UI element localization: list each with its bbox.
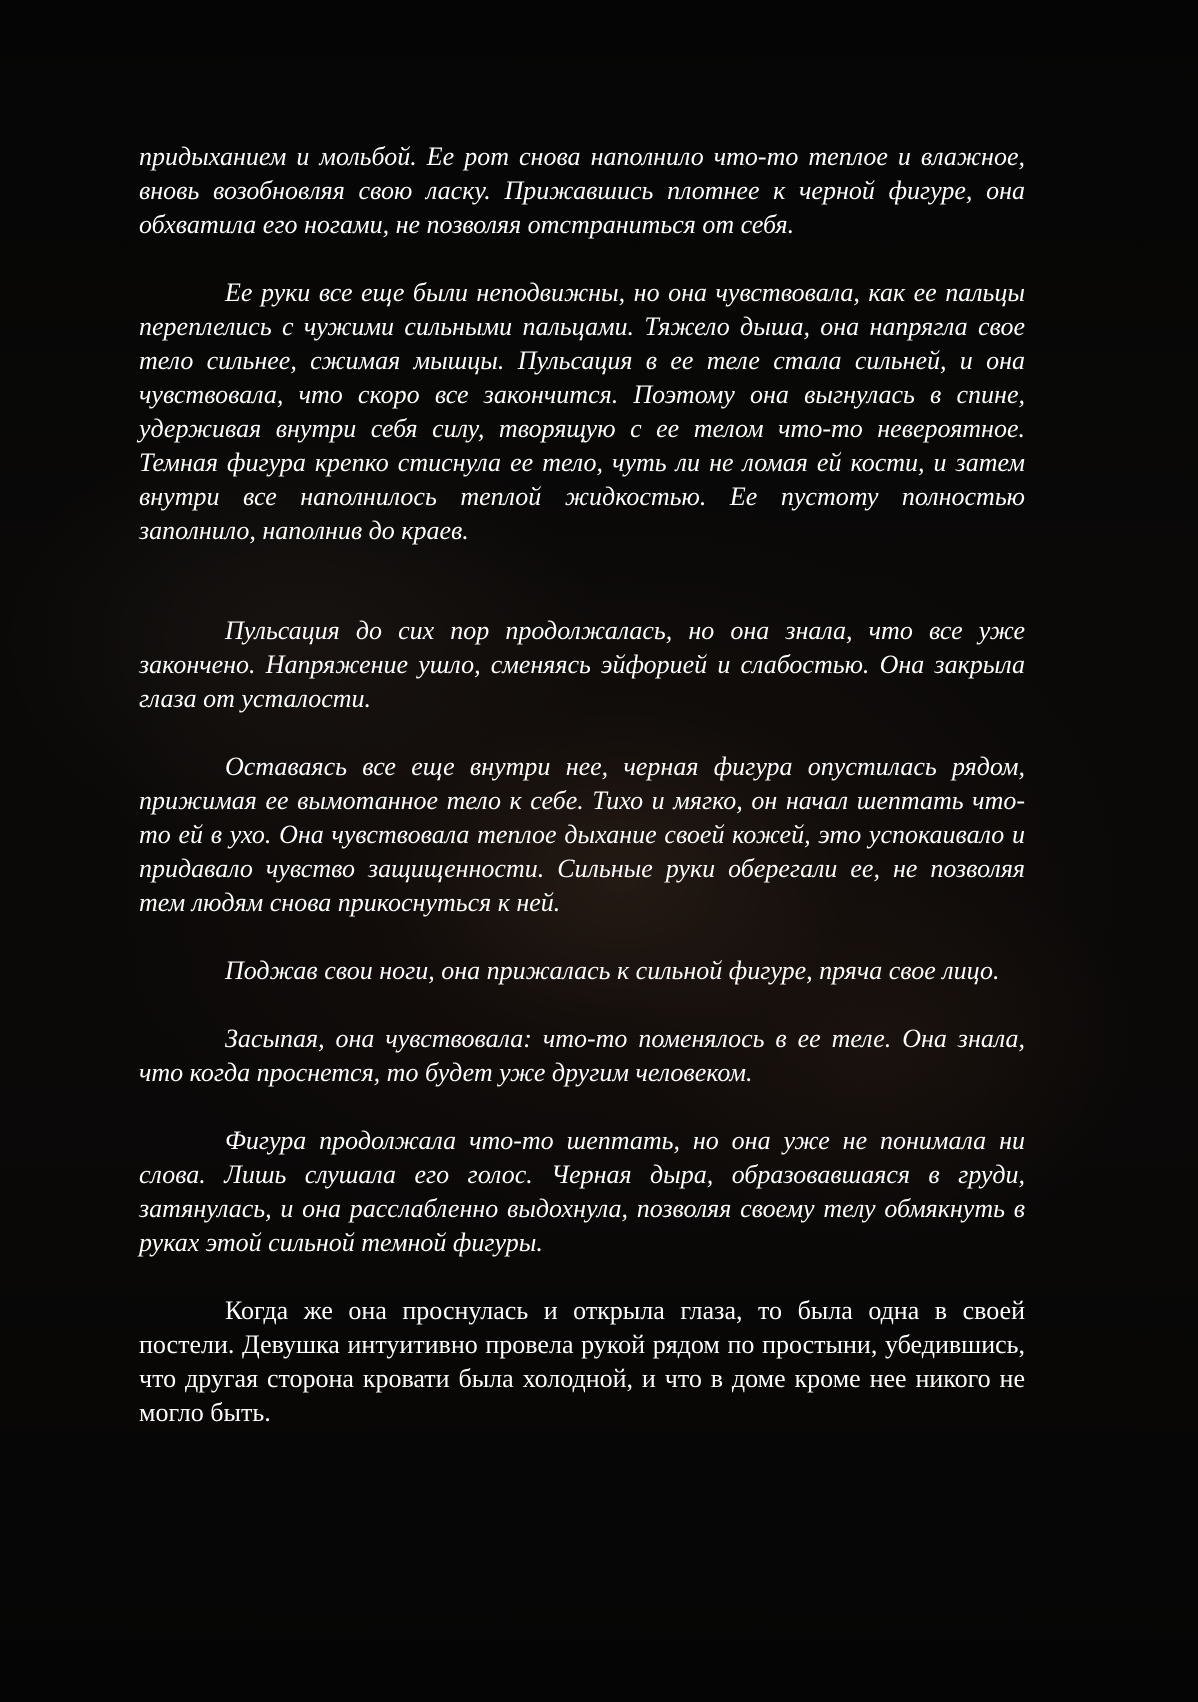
paragraph-spacer <box>139 920 1025 954</box>
text-column <box>139 140 1025 1430</box>
paragraph-5: Поджав свои ноги, она прижалась к сильной фигуре, пряча свое лицо. <box>225 956 1000 985</box>
paragraph-spacer <box>139 1090 1025 1124</box>
paragraph-spacer <box>139 988 1025 1022</box>
paragraph-spacer <box>139 242 1025 276</box>
paragraph-spacer <box>139 1260 1025 1294</box>
paragraph-3: Пульсация до сих пор продолжалась, но она знала, что все уже закончено. Напряжение ушло, сменяясь эйфорией и слабостью. Она закрыла глаза от усталости. <box>139 616 1025 713</box>
paragraph-1: придыханием и мольбой. Ее рот снова наполнило что-то теплое и влажное, вновь возобновляя свою ласку. Прижавшись плотнее к черной фигуре, она обхватила его ногами, не позволяя отстраниться от себя. <box>139 142 1025 239</box>
paragraph-8: Когда же она проснулась и открыла глаза, то была одна в своей постели. Девушка интуитивно провела рукой рядом по простыни, убедившись, что другая сторона кровати была холодной, и что в доме кроме нее никого не могло быть. <box>139 1296 1025 1427</box>
paragraph-2: Ее руки все еще были неподвижны, но она чувствовала, как ее пальцы переплелись с чужими сильными пальцами. Тяжело дыша, она напрягла свое тело сильнее, сжимая мышцы. Пульсация в ее теле стала сильней, и она чувствовала, что скоро все закончится. Поэтому она выгнулась в спине, удерживая внутри себя силу, творящую с ее телом что-то невероятное. Темная фигура крепко стиснула ее тело, чуть ли не ломая ей кости, и затем внутри все наполнилось теплой жидкостью. Ее пустоту полностью заполнило, наполнив до краев. <box>139 278 1025 545</box>
paragraph-4: Оставаясь все еще внутри нее, черная фигура опустилась рядом, прижимая ее вымотанное тело к себе. Тихо и мягко, он начал шептать что-то ей в ухо. Она чувствовала теплое дыхание своей кожей, это успокаивало и придавало чувство защищенности. Сильные руки оберегали ее, не позволяя тем людям снова прикоснуться к ней. <box>139 752 1025 917</box>
paragraph-spacer <box>139 716 1025 750</box>
paragraph-7: Фигура продолжала что-то шептать, но она уже не понимала ни слова. Лишь слушала его голос. Черная дыра, образовавшаяся в груди, затянулась, и она расслабленно выдохнула, позволяя своему телу обмякнуть в руках этой сильной темной фигуры. <box>139 1126 1025 1257</box>
paragraph-6: Засыпая, она чувствовала: что-то поменялось в ее теле. Она знала, что когда проснется, то будет уже другим человеком. <box>139 1024 1025 1087</box>
section-spacer <box>139 548 1025 614</box>
